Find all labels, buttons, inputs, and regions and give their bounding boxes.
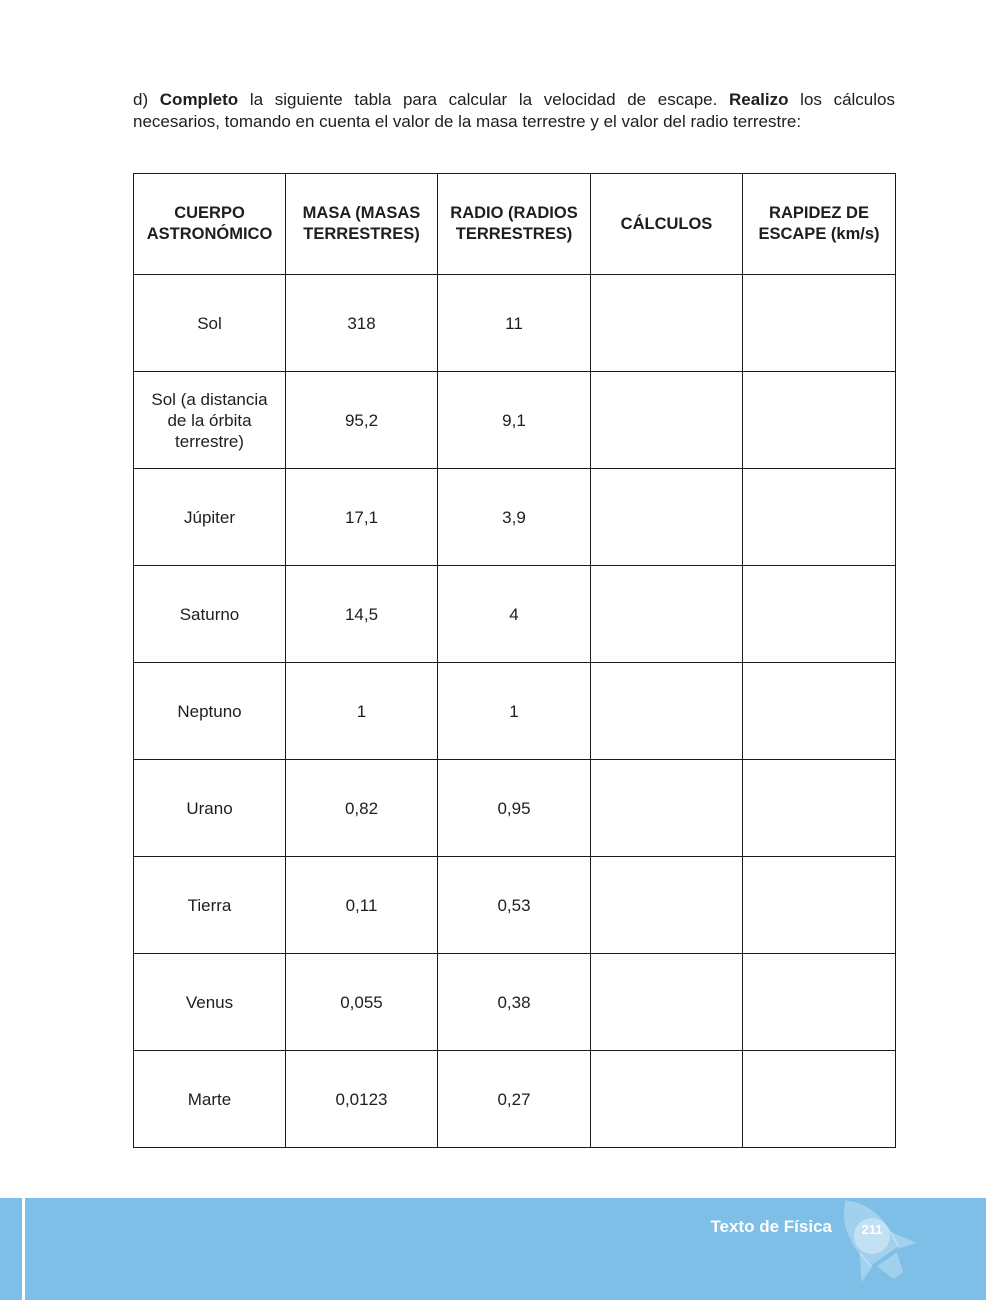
table-row xyxy=(134,469,896,566)
table-header-row xyxy=(134,174,896,275)
footer-margin-stripe xyxy=(22,1198,25,1300)
cell-radius: 4 xyxy=(438,566,591,663)
table-row xyxy=(134,566,896,663)
table-row xyxy=(134,760,896,857)
cell-body: Marte xyxy=(134,1051,286,1148)
table-row xyxy=(134,372,896,469)
cell-mass: 0,11 xyxy=(286,857,438,954)
page-number: 211 xyxy=(861,1222,883,1237)
cell-calculations[interactable] xyxy=(591,566,743,663)
cell-mass: 0,82 xyxy=(286,760,438,857)
cell-radius: 1 xyxy=(438,663,591,760)
escape-velocity-table xyxy=(133,173,896,1148)
cell-radius: 9,1 xyxy=(438,372,591,469)
cell-calculations[interactable] xyxy=(591,954,743,1051)
header-body: CUERPO ASTRONÓMICO xyxy=(134,174,286,275)
cell-body: Neptuno xyxy=(134,663,286,760)
cell-calculations[interactable] xyxy=(591,1051,743,1148)
exercise-instruction xyxy=(133,89,895,133)
header-radius: RADIO (RADIOS TERRESTRES) xyxy=(438,174,591,275)
cell-body: Venus xyxy=(134,954,286,1051)
cell-mass: 0,055 xyxy=(286,954,438,1051)
cell-body: Sol (a distancia de la órbita terrestre) xyxy=(134,372,286,469)
cell-radius: 0,38 xyxy=(438,954,591,1051)
cell-body: Saturno xyxy=(134,566,286,663)
header-calculations: CÁLCULOS xyxy=(591,174,743,275)
table-row xyxy=(134,1051,896,1148)
cell-body: Sol xyxy=(134,275,286,372)
cell-calculations[interactable] xyxy=(591,275,743,372)
cell-radius: 0,27 xyxy=(438,1051,591,1148)
cell-calculations[interactable] xyxy=(591,857,743,954)
footer-book-title: Texto de Física xyxy=(710,1217,832,1236)
cell-calculations[interactable] xyxy=(591,372,743,469)
cell-mass: 318 xyxy=(286,275,438,372)
cell-calculations[interactable] xyxy=(591,469,743,566)
instruction-bold-realizo: Realizo xyxy=(729,90,789,109)
cell-mass: 0,0123 xyxy=(286,1051,438,1148)
instruction-prefix: d) xyxy=(133,90,160,109)
cell-mass: 95,2 xyxy=(286,372,438,469)
cell-escape-speed[interactable] xyxy=(743,760,896,857)
cell-escape-speed[interactable] xyxy=(743,469,896,566)
table-row xyxy=(134,857,896,954)
cell-escape-speed[interactable] xyxy=(743,1051,896,1148)
cell-escape-speed[interactable] xyxy=(743,275,896,372)
rocket-icon xyxy=(820,1198,960,1300)
instruction-bold-completo: Completo xyxy=(159,90,239,109)
cell-radius: 0,95 xyxy=(438,760,591,857)
cell-radius: 3,9 xyxy=(438,469,591,566)
header-mass: MASA (MASAS TERRESTRES) xyxy=(286,174,438,275)
cell-radius: 11 xyxy=(438,275,591,372)
cell-escape-speed[interactable] xyxy=(743,663,896,760)
cell-body: Júpiter xyxy=(134,469,286,566)
cell-escape-speed[interactable] xyxy=(743,566,896,663)
cell-radius: 0,53 xyxy=(438,857,591,954)
cell-body: Tierra xyxy=(134,857,286,954)
instruction-mid: la siguiente tabla para calcular la velocidad de escape. xyxy=(238,90,729,109)
cell-calculations[interactable] xyxy=(591,760,743,857)
cell-mass: 1 xyxy=(286,663,438,760)
table-row xyxy=(134,954,896,1051)
header-escape-speed: RAPIDEZ DE ESCAPE (km/s) xyxy=(743,174,896,275)
cell-escape-speed[interactable] xyxy=(743,857,896,954)
cell-mass: 17,1 xyxy=(286,469,438,566)
cell-escape-speed[interactable] xyxy=(743,372,896,469)
table-row xyxy=(134,275,896,372)
cell-body: Urano xyxy=(134,760,286,857)
cell-escape-speed[interactable] xyxy=(743,954,896,1051)
cell-calculations[interactable] xyxy=(591,663,743,760)
table-row xyxy=(134,663,896,760)
cell-mass: 14,5 xyxy=(286,566,438,663)
instruction-suffix: los cálculos necesarios, tomando en cuenta el valor de la masa terrestre y el valor del radio terrestre: xyxy=(133,90,895,131)
